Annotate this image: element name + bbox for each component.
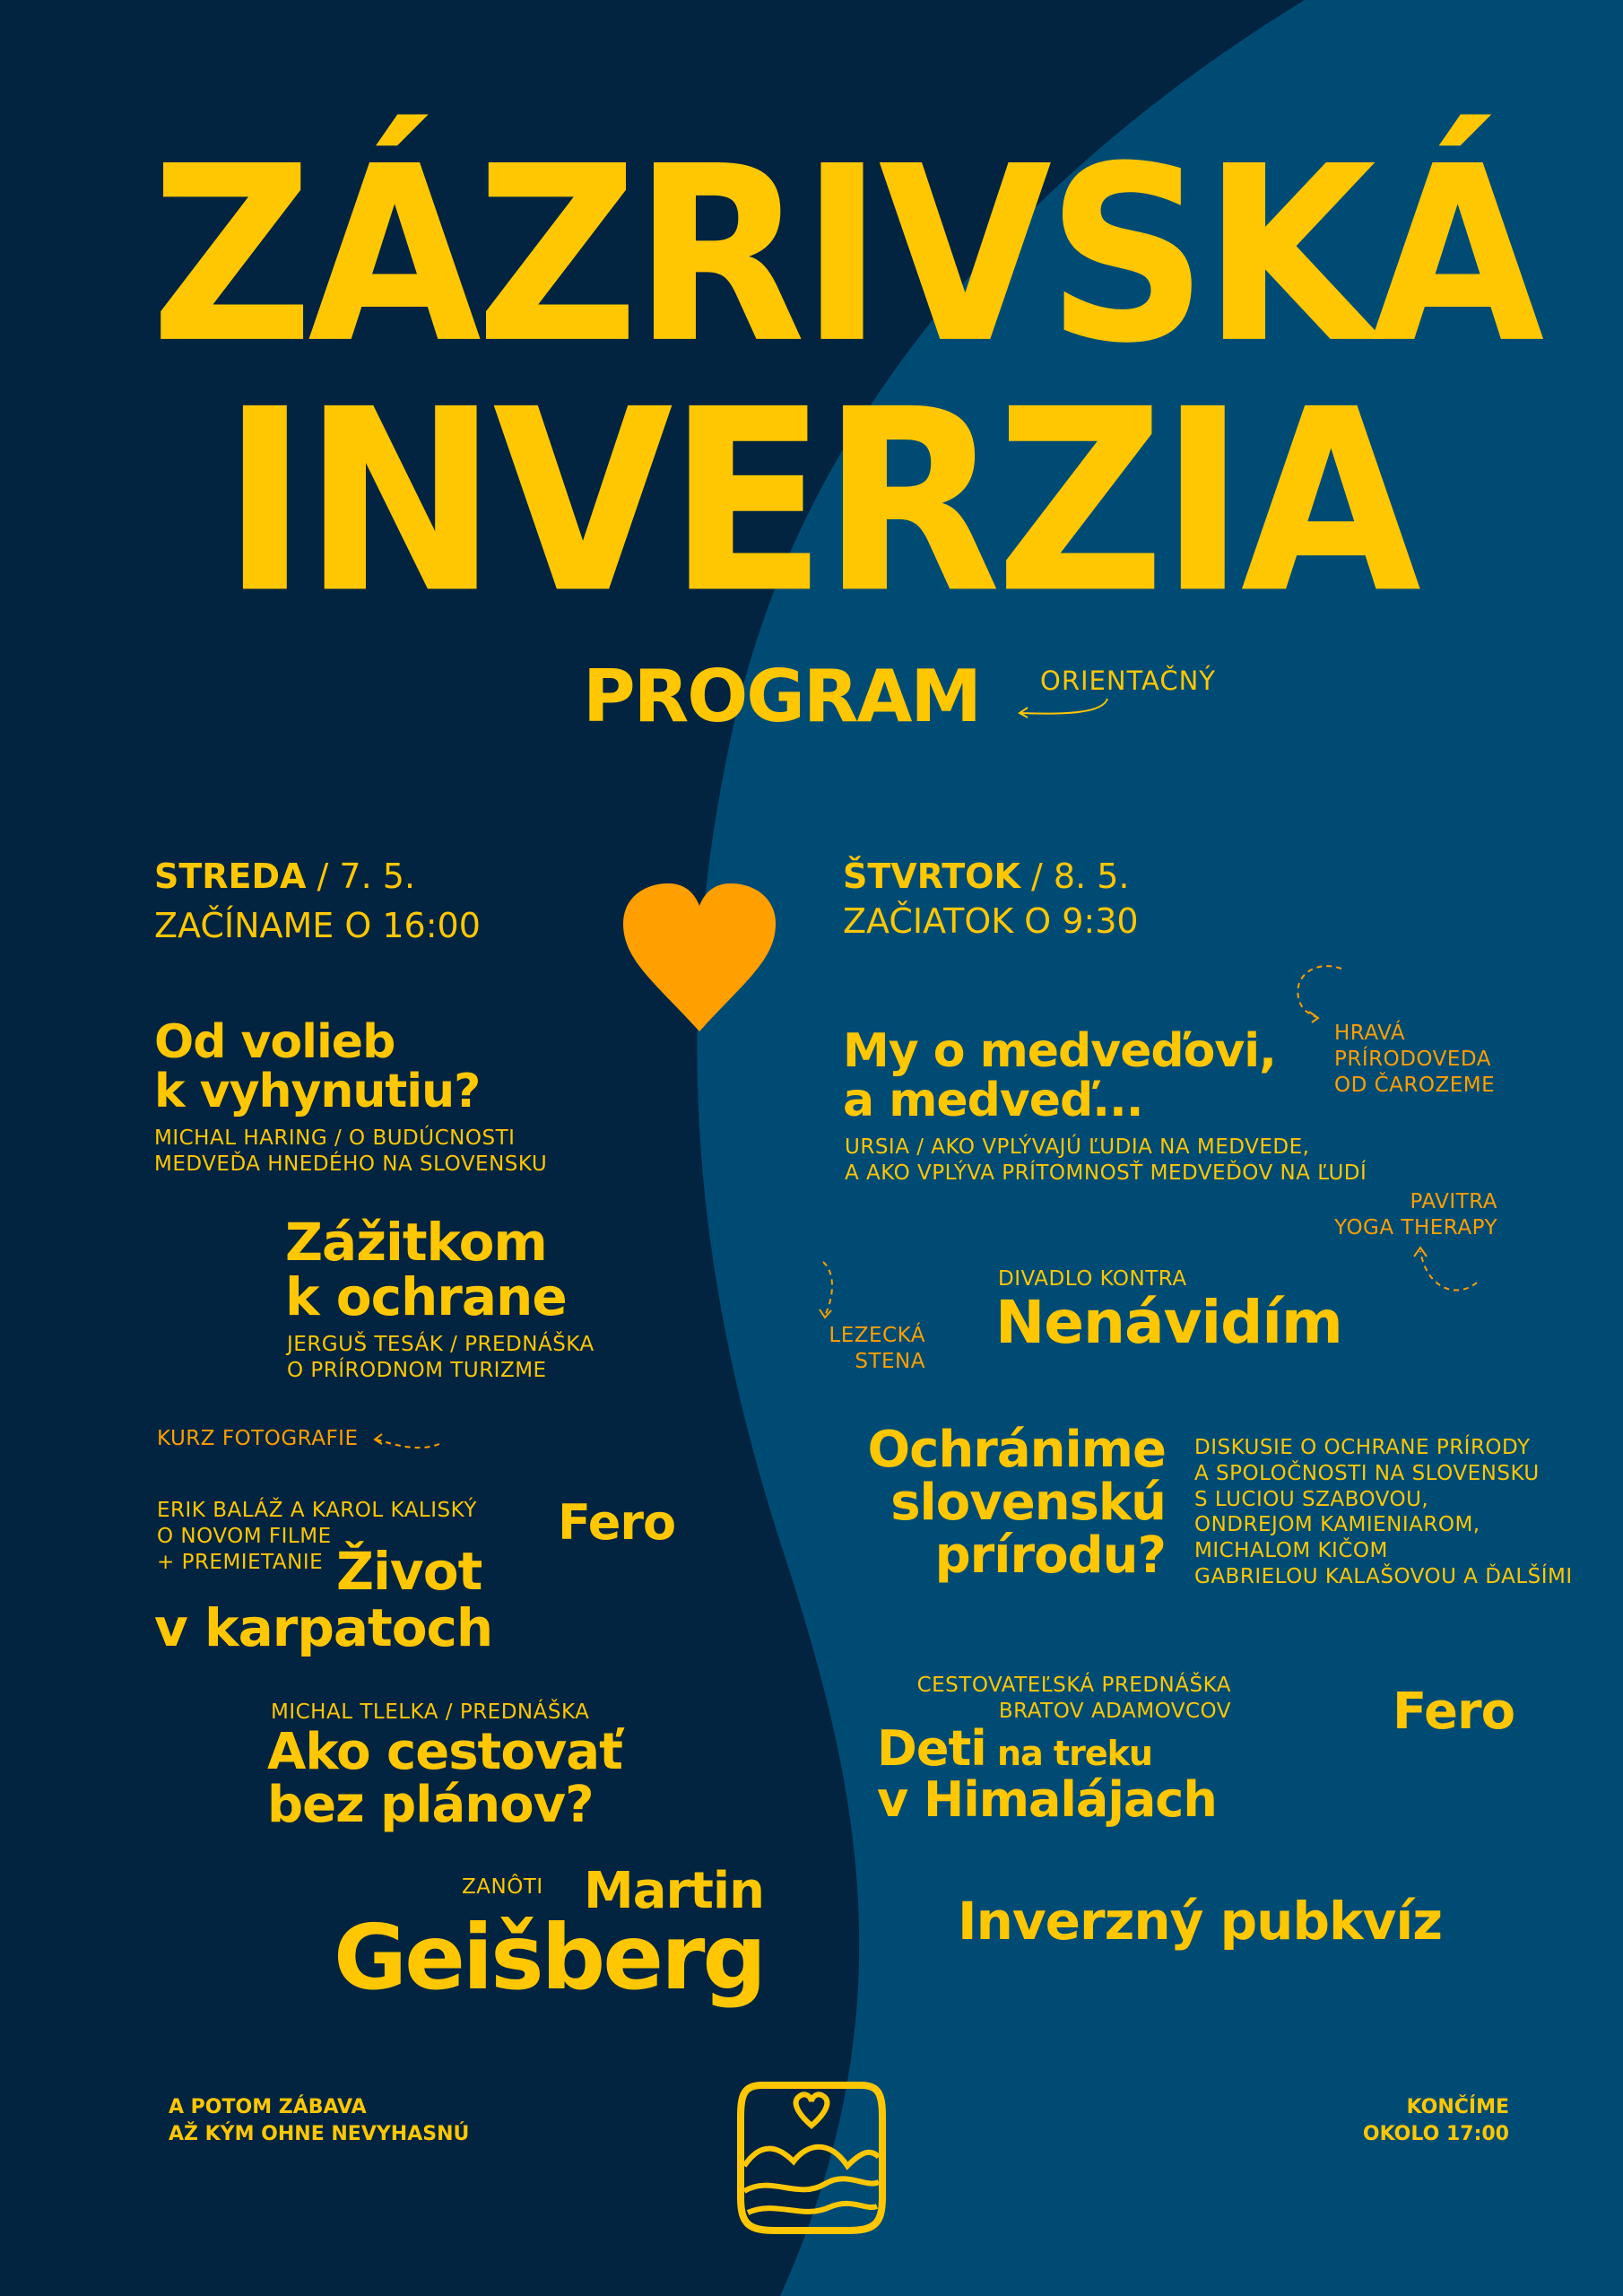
event-w1-title xyxy=(154,1015,481,1118)
footer-line: AŽ KÝM OHNE NEVYHASNÚ xyxy=(169,2122,470,2145)
arrow-icon xyxy=(818,1260,854,1323)
note-line: LEZECKÁ xyxy=(829,1324,925,1347)
subtitle-line: JERGUŠ TESÁK / PREDNÁŠKA xyxy=(287,1333,595,1356)
footer-left xyxy=(169,2094,469,2147)
title-part: na treku xyxy=(985,1734,1152,1773)
title-line: Od volieb xyxy=(154,1015,395,1069)
event-t2-pre: DIVADLO KONTRA xyxy=(998,1267,1187,1291)
arrow-icon xyxy=(1013,695,1112,726)
note-line: HRAVÁ xyxy=(1334,1022,1406,1045)
arrow-icon xyxy=(1280,961,1348,1024)
title-line: Ochránime xyxy=(867,1421,1166,1479)
description-line: ONDREJOM KAMIENIAROM, xyxy=(1194,1513,1480,1537)
description-line: GABRIELOU KALAŠOVOU A ĎALŠÍMI xyxy=(1194,1564,1573,1588)
description-line: DISKUSIE O OCHRANE PRÍRODY xyxy=(1194,1436,1531,1459)
title-line: k vyhynutiu? xyxy=(154,1064,481,1118)
note-line: PRÍRODOVEDA xyxy=(1334,1047,1491,1071)
event-t4-title xyxy=(877,1720,1217,1828)
program-note: ORIENTAČNÝ xyxy=(1040,665,1216,696)
side-note-fero: Fero xyxy=(558,1494,676,1551)
side-note-photo-course: KURZ FOTOGRAFIE xyxy=(157,1427,359,1450)
side-note-yoga xyxy=(1273,1189,1497,1241)
event-w1-subtitle xyxy=(154,1126,547,1178)
note-line: STENA xyxy=(855,1349,925,1373)
subtitle-line: MICHAL HARING / O BUDÚCNOSTI xyxy=(154,1126,516,1150)
title-line: My o medveďovi, xyxy=(843,1024,1276,1078)
event-w5-name2: Geišberg xyxy=(333,1905,764,2010)
description-line: S LUCIOU SZABOVOU, xyxy=(1194,1487,1429,1511)
event-t4-subtitle xyxy=(861,1673,1231,1725)
side-note-climbing xyxy=(789,1323,925,1375)
title-part: Deti xyxy=(877,1720,986,1777)
event-w5-name1: Martin xyxy=(584,1862,764,1920)
footer-line: A POTOM ZÁBAVA xyxy=(169,2096,367,2118)
event-t3-description xyxy=(1194,1435,1573,1590)
title-line: Zážitkom xyxy=(285,1212,547,1273)
day-date: / 8. 5. xyxy=(1020,857,1130,896)
subtitle-line: A AKO VPLÝVA PRÍTOMNOSŤ MEDVEĎOV NA ĽUDÍ xyxy=(845,1161,1367,1185)
subtitle-line: O PRÍRODNOM TURIZME xyxy=(287,1358,547,1382)
event-t3-title xyxy=(789,1421,1166,1585)
main-title-line1: ZÁZRIVSKÁ xyxy=(151,114,1540,396)
title-line: v Himalájach xyxy=(877,1770,1217,1828)
subtitle-line: MEDVEĎA HNEDÉHO NA SLOVENSKU xyxy=(154,1152,548,1176)
wednesday-header xyxy=(154,857,415,896)
thursday-start: ZAČIATOK O 9:30 xyxy=(843,901,1139,941)
description-line: A SPOLOČNOSTI NA SLOVENSKU xyxy=(1194,1461,1540,1485)
day-date: / 7. 5. xyxy=(306,857,416,896)
note-line: OD ČAROZEME xyxy=(1334,1073,1496,1097)
event-w3-title1: Život xyxy=(336,1541,482,1602)
program-heading: PROGRAM xyxy=(583,655,981,738)
arrow-icon xyxy=(369,1431,441,1453)
event-t1-title xyxy=(843,1024,1276,1127)
footer-line: KONČÍME xyxy=(1406,2096,1509,2118)
mountain-logo-icon xyxy=(735,2076,888,2238)
day-name: STREDA xyxy=(154,857,307,896)
day-name: ŠTVRTOK xyxy=(843,857,1020,896)
heart-icon xyxy=(619,883,780,1036)
note-line: YOGA THERAPY xyxy=(1334,1215,1497,1239)
title-line: a medveď... xyxy=(843,1073,1143,1127)
event-t5-title: Inverzný pubkvíz xyxy=(958,1891,1443,1952)
side-note-nature xyxy=(1334,1021,1495,1098)
subtitle-line: ERIK BALÁŽ A KAROL KALISKÝ xyxy=(157,1499,477,1522)
description-line: MICHALOM KIČOM xyxy=(1194,1539,1388,1562)
subtitle-line: CESTOVATEĽSKÁ PREDNÁŠKA xyxy=(916,1674,1231,1697)
arrow-icon xyxy=(1410,1242,1481,1300)
subtitle-line: O NOVOM FILME xyxy=(157,1524,332,1548)
wednesday-start: ZAČÍNAME O 16:00 xyxy=(154,906,481,945)
event-w2-title xyxy=(285,1212,567,1327)
footer-line: OKOLO 17:00 xyxy=(1362,2122,1509,2145)
event-w5-pre: ZANÔTI xyxy=(462,1875,543,1899)
title-line: bez plánov? xyxy=(267,1775,594,1834)
title-line: slovenskú xyxy=(890,1473,1166,1532)
note-line: PAVITRA xyxy=(1410,1190,1497,1213)
event-t1-subtitle xyxy=(845,1135,1367,1187)
side-note-fero-2: Fero xyxy=(1393,1683,1515,1741)
title-line: Ako cestovať xyxy=(267,1723,622,1781)
title-line: k ochrane xyxy=(285,1265,567,1327)
thursday-header xyxy=(843,857,1130,896)
title-line: prírodu? xyxy=(934,1526,1166,1585)
subtitle-line: + PREMIETANIE xyxy=(157,1550,324,1574)
main-title-line2: INVERZIA xyxy=(221,356,1416,649)
subtitle-line: URSIA / AKO VPLÝVAJÚ ĽUDIA NA MEDVEDE, xyxy=(845,1135,1310,1159)
footer-right xyxy=(1255,2094,1509,2147)
event-w4-subtitle: MICHAL TLELKA / PREDNÁŠKA xyxy=(271,1700,590,1724)
event-w3-title2: v karpatoch xyxy=(154,1597,493,1658)
event-t2-title: Nenávidím xyxy=(995,1288,1342,1357)
event-w2-subtitle xyxy=(287,1332,595,1384)
event-w4-title xyxy=(267,1723,622,1834)
subtitle-line: BRATOV ADAMOVCOV xyxy=(998,1699,1231,1723)
